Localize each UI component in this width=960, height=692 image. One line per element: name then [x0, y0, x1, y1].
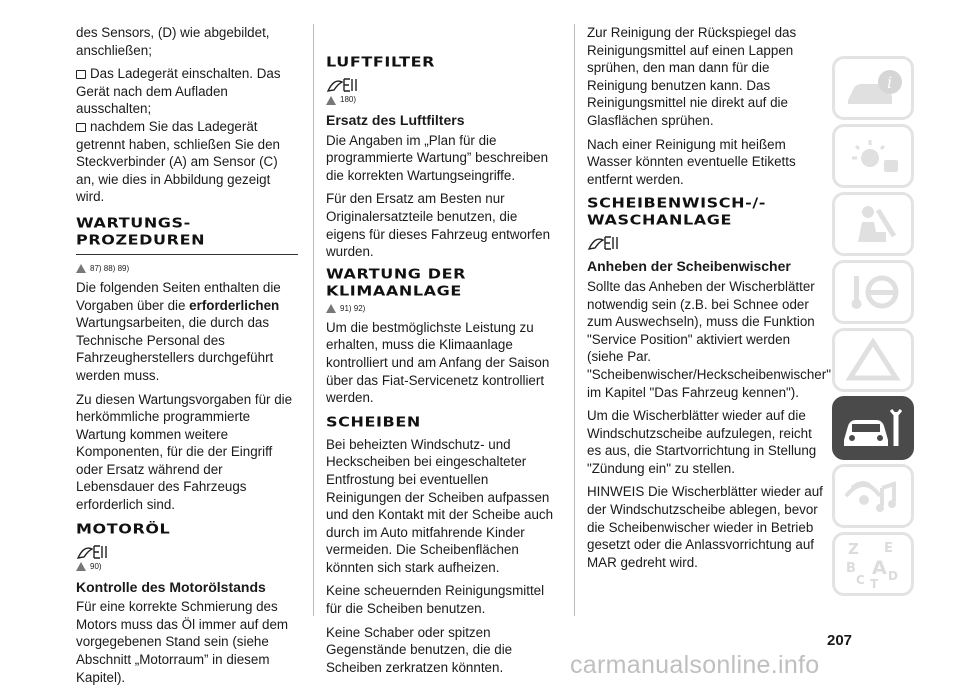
notes-ref: 87) 88) 89) [90, 263, 130, 273]
index-letters-icon [842, 538, 904, 590]
key-steering-icon [842, 270, 904, 314]
chapter-tab-safety[interactable] [832, 192, 914, 256]
subheading-kontrolle: Kontrolle des Motorölstands [76, 578, 266, 595]
warning-icon [326, 304, 336, 313]
paragraph: Die folgenden Seiten enthalten die Vorgaben über die erforderlichen Wartungsarbeiten, die durch das Technische Personal des Fahrzeugherstellers durchgeführt werden muss. [76, 279, 281, 383]
paragraph: Sollte das Anheben der Wischerblätter notwendig sein (z.B. bei Schnee oder zum Auswechseln), muss die Funktion "Service Position" aktiviert werden (siehe Par. "Scheibenwischer/Heckscheibenwischer" im Kapitel "Das Fahrzeug kennen"). [587, 278, 831, 400]
eco-icon [326, 76, 360, 92]
eco-icon [587, 234, 621, 250]
column-divider [574, 24, 575, 616]
heading-line: SCHEIBENWISCH-/- [587, 195, 767, 212]
index-letter-e: E [884, 541, 893, 556]
paragraph: HINWEIS Die Wischerblätter wieder auf der Windschutzscheibe ablegen, bevor die Scheibenwischer wieder in Betrieb gesetzt oder die Anlassvorrichtung auf MAR gedreht wird. [587, 484, 823, 570]
chapter-tab-maintenance[interactable] [832, 396, 914, 460]
section-heading-klima [326, 267, 560, 301]
chapter-tab-emergency[interactable] [832, 328, 914, 392]
paragraph: Keine Schaber oder spitzen Gegenstände benutzen, die die Scheiben zerkratzen könnten. [326, 624, 513, 675]
eco-icon [76, 543, 110, 559]
chapter-tab-index[interactable] [832, 532, 914, 596]
bullet-text: nachdem Sie das Ladegerät getrennt haben, schließen Sie den Steckverbinder (A) am Sensor (C) an, wie dies in Abbildung gezeigt wird. [76, 118, 280, 205]
heading-line: PROZEDUREN [76, 232, 206, 248]
warning-notes [76, 263, 298, 275]
column-divider [313, 24, 314, 616]
section-heading-scheiben: SCHEIBEN [326, 413, 421, 430]
index-letter-d: D [888, 569, 898, 583]
warning-icon [326, 96, 336, 105]
heading-line: WARTUNGS- [76, 215, 191, 231]
section-heading-luftfilter: LUFTFILTER [326, 54, 436, 70]
paragraph: Die Angaben im „Plan für die programmierte Wartung” beschreiben die korrekten Wartungseingriffe. [326, 132, 549, 183]
car-sound-icon [842, 474, 904, 518]
warning-triangle-icon [842, 338, 904, 382]
heading-line: KLIMAANLAGE [326, 282, 462, 299]
index-letter-t: T [870, 577, 879, 590]
chapter-tab-multimedia[interactable] [832, 464, 914, 528]
bullet-box-icon [76, 123, 86, 132]
paragraph: Zur Reinigung der Rückspiegel das Reinigungsmittel auf einen Lappen sprühen, den man dann für die Reinigung benutzen kann. Das Reinigungsmittel nie direkt auf die Glasflächen sprühen. [587, 25, 797, 128]
paragraph: Bei beheizten Windschutz- und Heckscheiben bei eingeschalteter Entfrostung bei eventuellen Reinigungen der Scheiben aufpassen und den Kontakt mit der Scheibe auch durch im Auto mitfahrende Kinder vermeiden. Die Scheibenflächen könnten sich stark aufheizen. [326, 436, 554, 575]
dashboard-lights-icon [842, 134, 904, 178]
warning-notes [326, 94, 560, 106]
chapter-sidebar [832, 56, 914, 600]
airbag-seat-icon [842, 202, 904, 246]
paragraph: Für den Ersatz am Besten nur Originalersatzteile benutzen, die eigens für dieses Fahrzeug entworfen wurden. [326, 191, 551, 260]
warning-icon [76, 264, 86, 273]
subheading-anheben: Anheben der Scheibenwischer [587, 258, 791, 275]
index-letter-b: B [846, 561, 856, 576]
chapter-tab-start[interactable] [832, 260, 914, 324]
section-heading-wartung [76, 216, 298, 255]
warning-icon [76, 562, 86, 571]
paragraph: Zu diesen Wartungsvorgaben für die herkömmliche programmierte Wartung kommen weitere Komponenten, für die der Eingriff oder Ersatz während der Lebensdauer des Fahrzeugs erforderlich sind. [76, 391, 293, 513]
watermark: carmanualsonline.info [570, 651, 820, 679]
index-letter-a: A [872, 557, 887, 579]
paragraph: Für eine korrekte Schmierung des Motors muss das Öl immer auf dem vorgegebenen Stand sein (siehe Abschnitt „Motorraum” in diesem Kapitel). [76, 599, 289, 685]
column-2 [326, 24, 560, 682]
warning-notes [326, 303, 560, 315]
column-1 [76, 24, 298, 692]
paragraph: Nach einer Reinigung mit heißem Wasser könnten eventuelle Etiketts entfernt werden. [587, 136, 796, 187]
bullet-item [76, 65, 298, 118]
bold-text: erforderlichen [189, 297, 280, 313]
bullet-item [76, 118, 298, 206]
paragraph: Keine scheuernden Reinigungsmittel für die Scheiben benutzen. [326, 583, 545, 617]
notes-ref: 91) 92) [340, 303, 366, 313]
notes-ref: 180) [340, 95, 357, 104]
svg-text:i: i [887, 73, 893, 92]
subheading-ersatz: Ersatz des Luftfilters [326, 112, 465, 128]
car-info-icon [842, 66, 904, 110]
index-letter-c: C [856, 573, 865, 587]
column-3 [587, 24, 831, 577]
car-wrench-icon [840, 406, 906, 450]
bullet-text: Das Ladegerät einschalten. Das Gerät nach dem Aufladen ausschalten; [76, 66, 281, 117]
chapter-tab-dashboard[interactable] [832, 124, 914, 188]
section-heading-motoroel: MOTORÖL [76, 520, 171, 537]
page-number: 207 [827, 632, 853, 649]
bullet-box-icon [76, 70, 86, 79]
intro-text: des Sensors, (D) wie abgebildet, anschließen; [76, 25, 270, 58]
paragraph: Um die Wischerblätter wieder auf die Windschutzscheibe aufzulegen, reicht es aus, die Startvorrichtung in Stellung "Zündung ein" zu stellen. [587, 408, 817, 476]
heading-line: WASCHANLAGE [587, 212, 732, 229]
warning-notes [76, 561, 298, 573]
chapter-tab-info[interactable] [832, 56, 914, 120]
heading-line: WARTUNG DER [326, 265, 467, 282]
paragraph: Um die bestmöglichste Leistung zu erhalten, muss die Klimaanlage kontrolliert und am Anfang der Saison über das Fiat-Servicenetz kontrolliert werden. [326, 319, 550, 406]
section-heading-wischanlage [587, 196, 825, 230]
index-letter-z: Z [848, 540, 859, 558]
notes-ref: 90) [90, 561, 102, 571]
